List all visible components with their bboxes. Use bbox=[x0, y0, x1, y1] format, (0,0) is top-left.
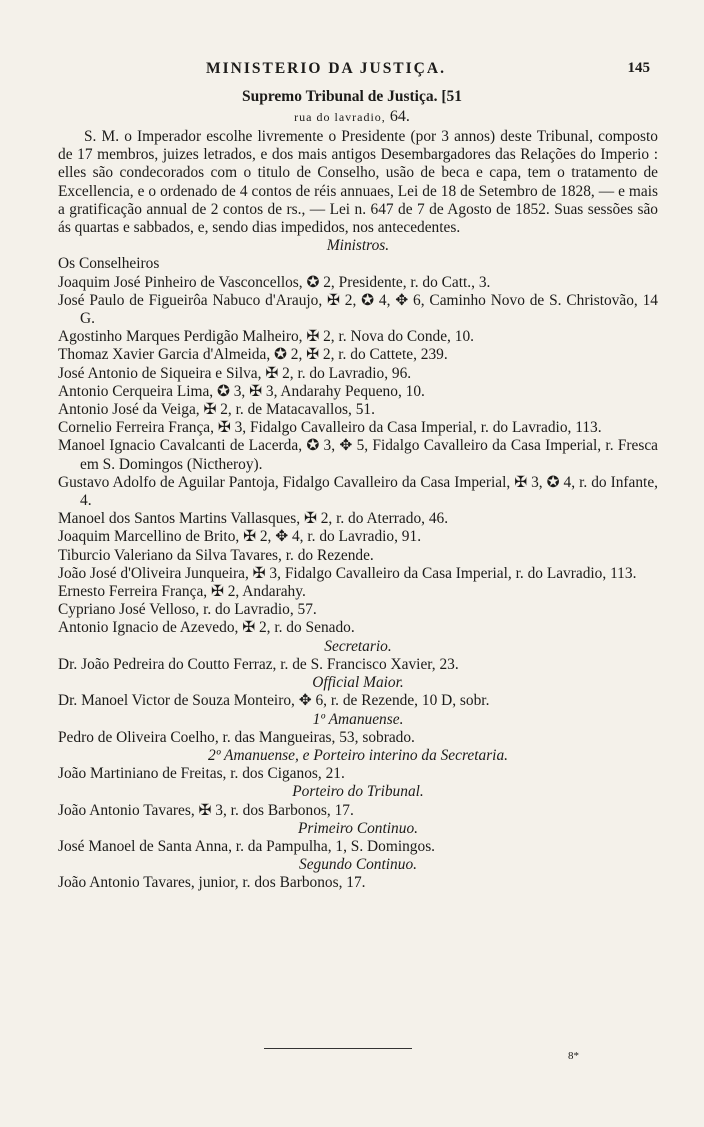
document-body bbox=[58, 128, 658, 893]
signature-mark: 8* bbox=[568, 1050, 579, 1062]
minister-entry: Antonio Cerqueira Lima, ✪ 3, ✠ 3, Andarahy Pequeno, 10. bbox=[58, 382, 425, 400]
minister-entry: José Paulo de Figueirôa Nabuco d'Araujo, ✠ 2, ✪ 4, ✥ 6, Caminho Novo de S. Christovão, 14 G. bbox=[58, 291, 658, 328]
porteiro-entry: João Antonio Tavares, ✠ 3, r. dos Barbonos, 17. bbox=[58, 801, 354, 819]
segundo-amanuense-entry: João Martiniano de Freitas, r. dos Ciganos, 21. bbox=[58, 765, 345, 783]
minister-entry: Manoel dos Santos Martins Vallasques, ✠ 2, r. do Aterrado, 46. bbox=[58, 510, 449, 528]
ministros-heading: Ministros. bbox=[326, 237, 390, 255]
closing-rule bbox=[264, 1048, 412, 1049]
segundo-amanuense-heading: 2º Amanuense, e Porteiro interino da Secretaria. bbox=[208, 746, 508, 764]
minister-entry: Thomaz Xavier Garcia d'Almeida, ✪ 2, ✠ 2, r. do Cattete, 239. bbox=[58, 346, 448, 364]
minister-entry: Antonio José da Veiga, ✠ 2, r. de Matacavallos, 51. bbox=[58, 401, 375, 419]
minister-entry: Cypriano José Velloso, r. do Lavradio, 57. bbox=[58, 601, 317, 619]
secretario-entry: Dr. João Pedreira do Coutto Ferraz, r. de S. Francisco Xavier, 23. bbox=[58, 655, 459, 673]
minister-entry: Joaquim José Pinheiro de Vasconcellos, ✪ 2, Presidente, r. do Catt., 3. bbox=[58, 273, 491, 291]
official-maior-heading: Official Maior. bbox=[312, 674, 404, 692]
running-title: MINISTERIO DA JUSTIÇA. bbox=[206, 60, 446, 77]
minister-entry: Agostinho Marques Perdigão Malheiro, ✠ 2, r. Nova do Conde, 10. bbox=[58, 328, 474, 346]
minister-entry: Manoel Ignacio Cavalcanti de Lacerda, ✪ 3, ✥ 5, Fidalgo Cavalleiro da Casa Imperial, r. Fresca em S. Domingos (Nictheroy). bbox=[58, 437, 658, 473]
primeiro-continuo-heading: Primeiro Continuo. bbox=[298, 819, 418, 837]
page-header bbox=[0, 60, 704, 84]
segundo-continuo-heading: Segundo Continuo. bbox=[299, 856, 417, 874]
minister-entry: Tiburcio Valeriano da Silva Tavares, r. do Rezende. bbox=[58, 546, 374, 564]
section-address bbox=[0, 108, 704, 126]
official-maior-entry: Dr. Manoel Victor de Souza Monteiro, ✥ 6, r. de Rezende, 10 D, sobr. bbox=[58, 692, 490, 710]
intro-paragraph: S. M. o Imperador escolhe livremente o Presidente (por 3 annos) deste Tribunal, composto de 17 membros, juizes letrados, e dos mais antigos Desembargadores das Relações do Imperio : elles são condecorados com o titulo de Conselho, usão de beca e capa, tem o tratamento de Excellencia, e o ordenado de 4 contos de réis annuaes, Lei de 18 de Setembro de 1828, — e mais a gratificação annual de 2 contos de rs., — Lei n. 647 de 7 de Agosto de 1852. Suas sessões são ás quartas e sabbados, e, sendo dias impedidos, nos antecedentes. bbox=[58, 128, 658, 237]
minister-entry: Gustavo Adolfo de Aguilar Pantoja, Fidalgo Cavalleiro da Casa Imperial, ✠ 3, ✪ 4, r. do Infante, 4. bbox=[58, 473, 658, 510]
minister-entry: Cornelio Ferreira França, ✠ 3, Fidalgo Cavalleiro da Casa Imperial, r. do Lavradio, 113. bbox=[58, 419, 602, 437]
ministros-sub-label: Os Conselheiros bbox=[58, 255, 160, 273]
section-title: Supremo Tribunal de Justiça. [51 bbox=[241, 88, 463, 105]
primeiro-amanuense-entry: Pedro de Oliveira Coelho, r. das Mangueiras, 53, sobrado. bbox=[58, 728, 415, 746]
minister-entry: Antonio Ignacio de Azevedo, ✠ 2, r. do Senado. bbox=[58, 619, 355, 637]
porteiro-heading: Porteiro do Tribunal. bbox=[292, 783, 424, 801]
address-street: rua do lavradio, bbox=[294, 110, 386, 124]
segundo-continuo-entry: João Antonio Tavares, junior, r. dos Barbonos, 17. bbox=[58, 874, 366, 892]
minister-entry: Joaquim Marcellino de Brito, ✠ 2, ✥ 4, r. do Lavradio, 91. bbox=[58, 528, 422, 546]
minister-entry: José Antonio de Siqueira e Silva, ✠ 2, r. do Lavradio, 96. bbox=[58, 364, 412, 382]
address-number: 64. bbox=[389, 108, 410, 125]
minister-entry: João José d'Oliveira Junqueira, ✠ 3, Fidalgo Cavalleiro da Casa Imperial, r. do Lavradio, 113. bbox=[58, 564, 637, 582]
page-number: 145 bbox=[627, 60, 650, 76]
primeiro-amanuense-heading: 1º Amanuense. bbox=[312, 710, 404, 728]
secretario-heading: Secretario. bbox=[324, 637, 392, 655]
minister-entry: Ernesto Ferreira França, ✠ 2, Andarahy. bbox=[58, 583, 306, 601]
primeiro-continuo-entry: José Manoel de Santa Anna, r. da Pampulha, 1, S. Domingos. bbox=[58, 837, 436, 855]
